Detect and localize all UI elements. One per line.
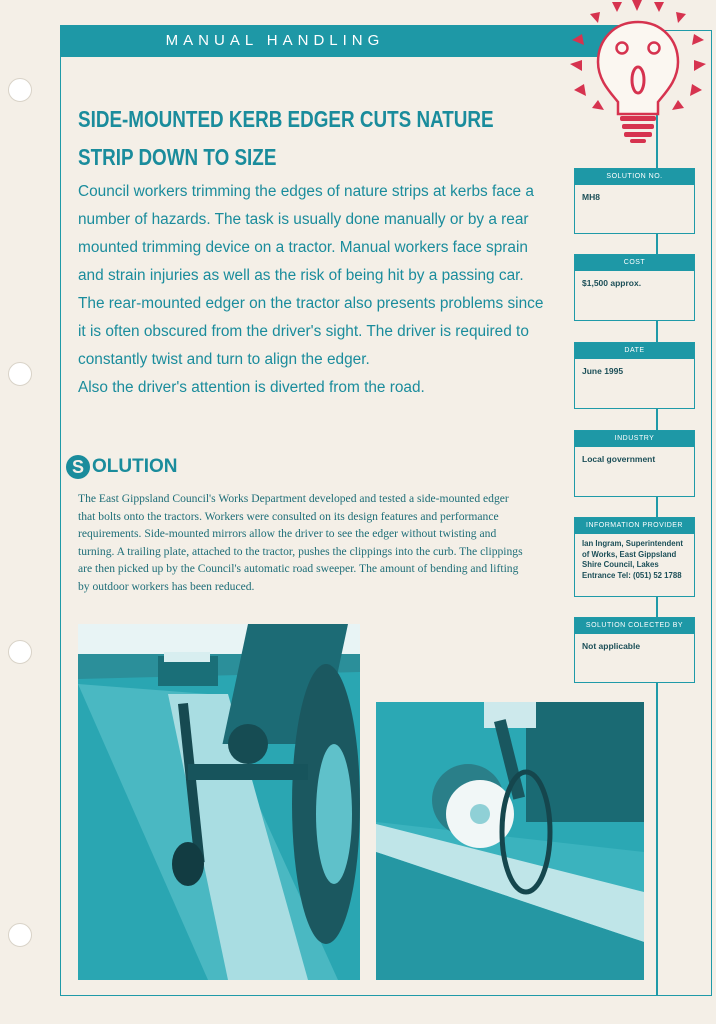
card-value: June 1995	[582, 366, 624, 376]
card-label: COST	[575, 255, 694, 271]
intro-paragraph: Council workers trimming the edges of nature strips at kerbs face a number of hazards. The task is usually done manually or by a rear mounted trimming device on a tractor. Manual workers face sprain and strain injuries as well as the risk of being hit by a passing car.	[78, 183, 534, 284]
card-value: Not applicable	[582, 641, 641, 651]
information-provider-card	[574, 517, 695, 597]
intro-text	[78, 178, 548, 402]
solution-no-card	[574, 168, 695, 234]
article-title	[78, 100, 494, 176]
header-title: MANUAL HANDLING	[165, 32, 385, 49]
tractor-edger-photo	[78, 624, 360, 980]
binder-hole	[8, 640, 32, 664]
card-label: INFORMATION PROVIDER	[575, 518, 694, 534]
binder-hole	[8, 362, 32, 386]
intro-paragraph: The rear-mounted edger on the tractor also presents problems since it is often obscured from the driver's sight. The driver is required to constantly twist and turn to align the edger.	[78, 295, 544, 368]
binder-hole	[8, 78, 32, 102]
binder-hole	[8, 923, 32, 947]
card-label: SOLUTION NO.	[575, 169, 694, 185]
industry-card	[574, 430, 695, 497]
cost-card	[574, 254, 695, 321]
card-value: MH8	[582, 192, 600, 202]
card-value: $1,500 approx.	[582, 278, 642, 288]
intro-paragraph: Also the driver's attention is diverted from the road.	[78, 379, 425, 396]
card-value: Ian Ingram, Superintendent of Works, East Gippsland Shire Council, Lakes Entrance Tel: (051) 52 1788	[582, 539, 683, 580]
card-label: SOLUTION COLECTED BY	[575, 618, 694, 634]
edger-closeup-photo	[376, 702, 644, 980]
card-label: DATE	[575, 343, 694, 359]
solution-heading	[66, 455, 178, 479]
lightbulb-face-logo	[568, 0, 710, 145]
solution-body: The East Gippsland Council's Works Department developed and tested a side-mounted edger that bolts onto the tractors. Workers were consulted on its design features and performance requirements. Side-mounted mirrors allow the driver to see the edger without twisting and turning. A trailing plate, attached to the tractor, pushes the clippings into the curb. The clippings are then picked up by the Council's automatic road sweeper. The amount of bending and lifting by outdoor workers has been reduced.	[78, 492, 523, 593]
card-value: Local government	[582, 454, 656, 464]
solution-initial: S	[66, 455, 90, 479]
article-title-line2: STRIP DOWN TO SIZE	[78, 144, 277, 170]
solution-heading-text: OLUTION	[92, 456, 178, 477]
article-title-line1: SIDE-MOUNTED KERB EDGER CUTS NATURE	[78, 106, 494, 132]
card-label: INDUSTRY	[575, 431, 694, 447]
solution-collected-by-card	[574, 617, 695, 683]
date-card	[574, 342, 695, 409]
